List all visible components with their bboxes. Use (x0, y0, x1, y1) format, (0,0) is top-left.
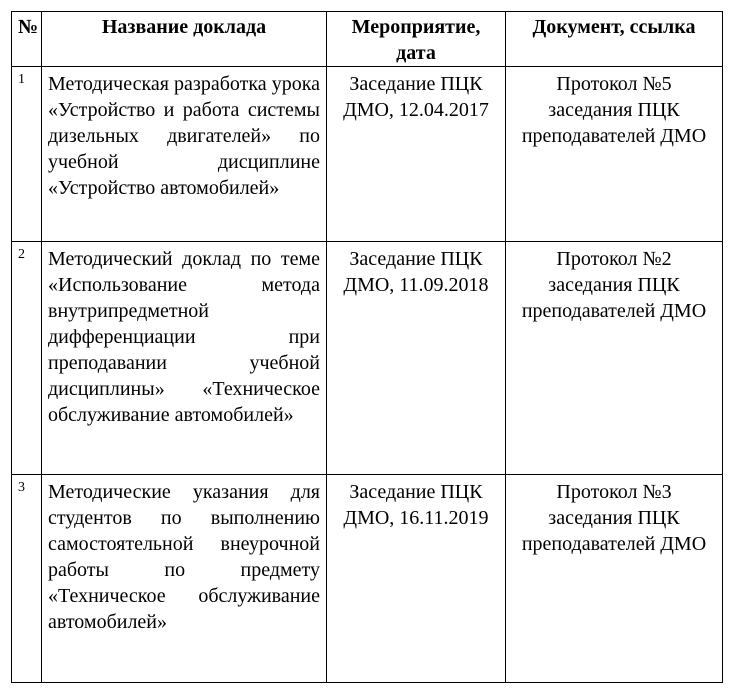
row-number: 3 (12, 475, 42, 683)
header-report-title: Название доклада (42, 12, 327, 67)
table-header-row (12, 12, 723, 67)
event-date: Заседание ПЦК ДМО, 16.11.2019 (327, 475, 506, 683)
reports-table (11, 11, 723, 683)
header-event-date: Мероприятие, дата (327, 12, 506, 67)
document-reference: Протокол №5 заседания ПЦК преподавателей ДМО (506, 67, 723, 242)
row-number: 1 (12, 67, 42, 242)
header-number: № (12, 12, 42, 67)
table-row (12, 475, 723, 683)
table-row (12, 242, 723, 475)
row-number: 2 (12, 242, 42, 475)
event-date: Заседание ПЦК ДМО, 12.04.2017 (327, 67, 506, 242)
event-date: Заседание ПЦК ДМО, 11.09.2018 (327, 242, 506, 475)
table-row (12, 67, 723, 242)
document-reference: Протокол №3 заседания ПЦК преподавателей ДМО (506, 475, 723, 683)
report-title: Методический доклад по теме «Использование метода внутрипредметной дифференциации при преподавании учебной дисциплины» «Техническое обслуживание автомобилей» (42, 242, 327, 475)
report-title: Методическая разработка урока «Устройство и работа системы дизельных двигателей» по учебной дисциплине «Устройство автомобилей» (42, 67, 327, 242)
document-reference: Протокол №2 заседания ПЦК преподавателей ДМО (506, 242, 723, 475)
header-document-link: Документ, ссылка (506, 12, 723, 67)
report-title: Методические указания для студентов по выполнению самостоятельной внеурочной работы по предмету «Техническое обслуживание автомобилей» (42, 475, 327, 683)
